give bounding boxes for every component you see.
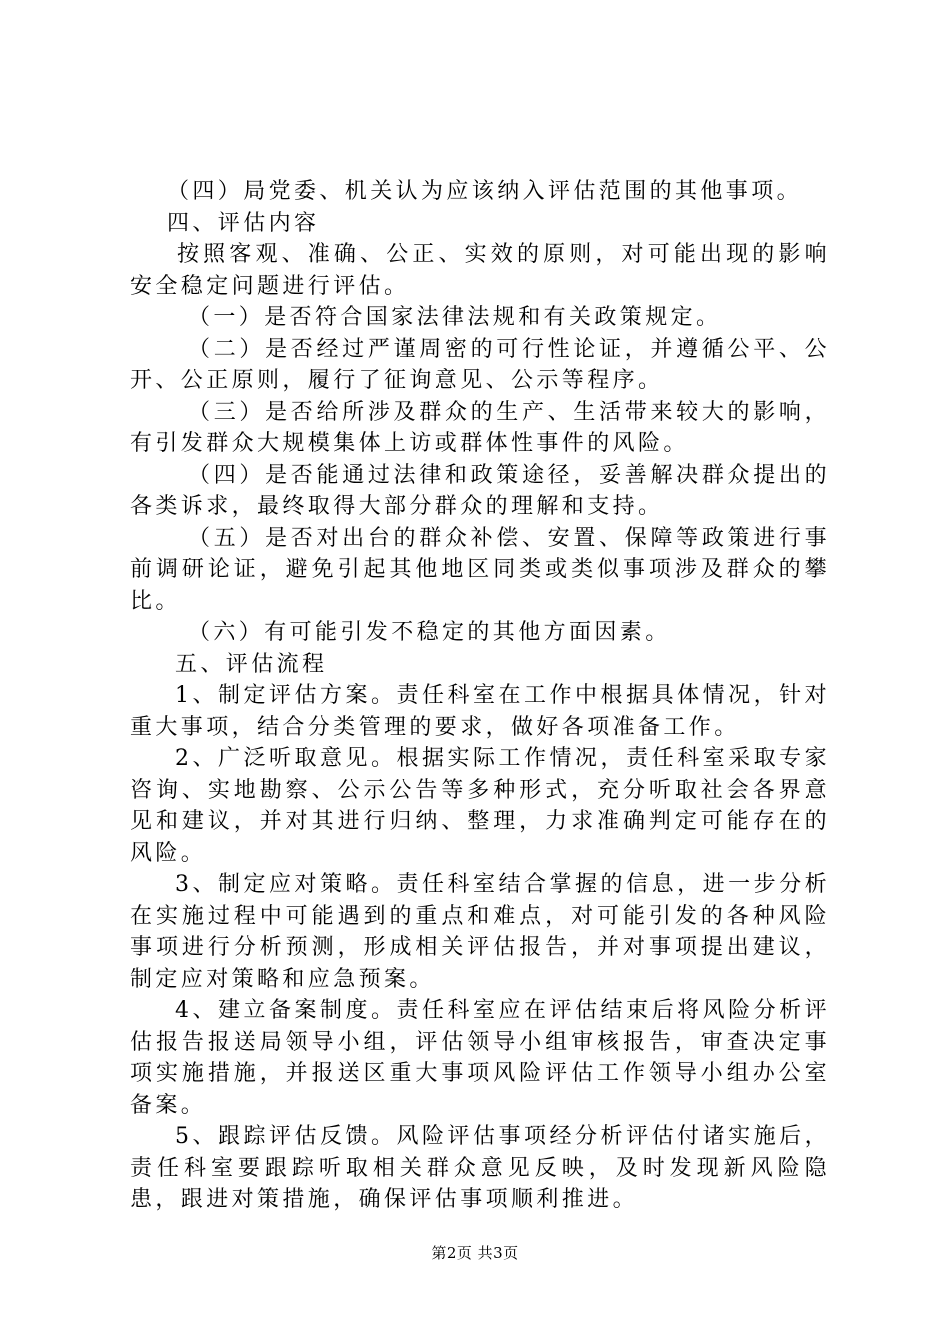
page-number-footer: 第2页 共3页	[431, 1244, 519, 1262]
paragraph-criterion-6: （六）有可能引发不稳定的其他方面因素。	[188, 620, 671, 645]
paragraph-step-4: 4、建立备案制度。责任科室应在评估结束后将风险分析评估报告报送局领导小组，评估领导小组审核报告，审查决定事项实施措施，并报送区重大事项风险评估工作领导小组办公室备案。	[130, 998, 830, 1118]
document-body	[130, 176, 830, 1216]
paragraph-step-1: 1、制定评估方案。责任科室在工作中根据具体情况，针对重大事项，结合分类管理的要求，做好各项准备工作。	[130, 683, 830, 740]
paragraph-criterion-1: （一）是否符合国家法律法规和有关政策规定。	[188, 305, 722, 330]
paragraph-criterion-3: （三）是否给所涉及群众的生产、生活带来较大的影响，有引发群众大规模集体上访或群体性事件的风险。	[130, 399, 830, 456]
paragraph-item-4: （四）局党委、机关认为应该纳入评估范围的其他事项。	[167, 179, 803, 204]
paragraph-step-2: 2、广泛听取意见。根据实际工作情况，责任科室采取专家咨询、实地勘察、公示公告等多种形式，充分听取社会各界意见和建议，并对其进行归纳、整理，力求准确判定可能存在的风险。	[130, 746, 830, 866]
paragraph-criterion-4: （四）是否能通过法律和政策途径，妥善解决群众提出的各类诉求，最终取得大部分群众的理解和支持。	[130, 462, 830, 519]
paragraph-criterion-5: （五）是否对出台的群众补偿、安置、保障等政策进行事前调研论证，避免引起其他地区同类或类似事项涉及群众的攀比。	[130, 525, 830, 614]
paragraph-criterion-2: （二）是否经过严谨周密的可行性论证，并遵循公平、公开、公正原则，履行了征询意见、公示等程序。	[130, 336, 830, 393]
paragraph-step-3: 3、制定应对策略。责任科室结合掌握的信息，进一步分析在实施过程中可能遇到的重点和难点，对可能引发的各种风险事项进行分析预测，形成相关评估报告，并对事项提出建议，制定应对策略和应急预案。	[130, 872, 830, 992]
section-heading-evaluation-process: 五、评估流程	[175, 651, 328, 677]
paragraph-step-5: 5、跟踪评估反馈。风险评估事项经分析评估付诸实施后，责任科室要跟踪听取相关群众意见反映，及时发现新风险隐患，跟进对策措施，确保评估事项顺利推进。	[130, 1124, 830, 1212]
paragraph-principles: 按照客观、准确、公正、实效的原则，对可能出现的影响安全稳定问题进行评估。	[130, 242, 830, 299]
section-heading-evaluation-content: 四、评估内容	[167, 210, 320, 236]
